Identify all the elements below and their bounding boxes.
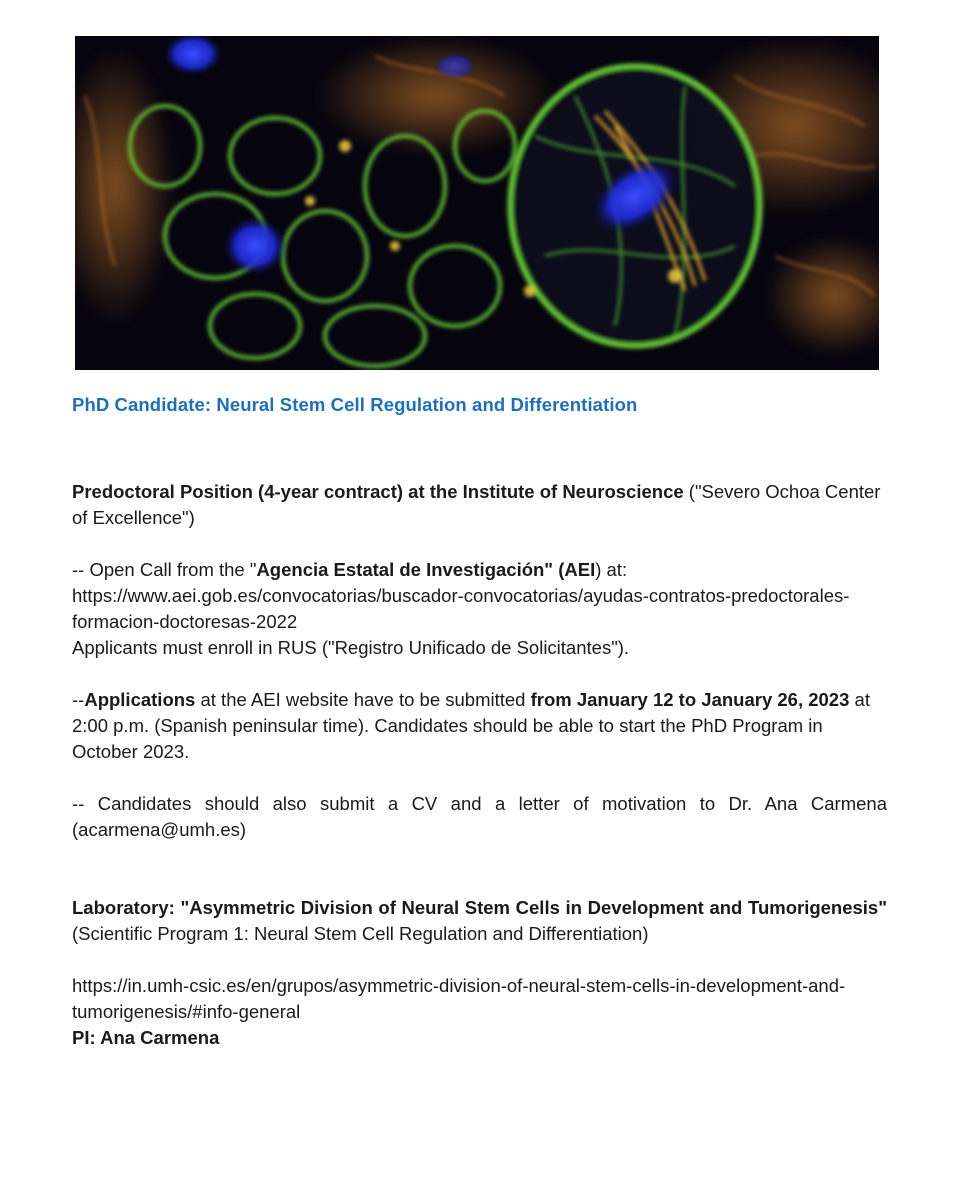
open-call-suffix: ) at: [595,559,628,580]
laboratory-title: Laboratory: "Asymmetric Division of Neural Stem Cells in Development and Tumorigenesis" [72,897,887,918]
lab-url-link[interactable]: https://in.umh-csic.es/en/grupos/asymmetric-division-of-neural-stem-cells-in-development-and-tumorigenesis/#info-general [72,975,846,1022]
open-call-paragraph [72,557,887,661]
position-institute: ("Severo Ochoa Center of Excellence") [72,481,881,528]
applications-paragraph [72,687,887,765]
aei-url-link[interactable]: https://www.aei.gob.es/convocatorias/buscador-convocatorias/ayudas-contratos-predoctorales-formacion-doctoresas-2022 [72,585,850,632]
open-call-prefix: -- Open Call from the " [72,559,257,580]
agency-name: Agencia Estatal de Investigación" (AEI [256,559,596,580]
page-title: PhD Candidate: Neural Stem Cell Regulation and Differentiation [72,394,638,415]
laboratory-paragraph [72,895,887,947]
scientific-program: (Scientific Program 1: Neural Stem Cell Regulation and Differentiation) [72,923,649,944]
pi-name: PI: Ana Carmena [72,1027,220,1048]
fluorescence-micrograph [75,36,879,370]
cv-note: -- Candidates should also submit a CV and a letter of motivation to Dr. Ana Carmena (acarmena@umh.es) [72,793,887,840]
posting-body [72,479,887,1051]
applications-mid: at the AEI website have to be submitted [195,689,531,710]
position-title: Predoctoral Position (4-year contract) at the Institute of Neuroscience [72,481,684,502]
rus-enroll-text: Applicants must enroll in RUS ("Registro Unificado de Solicitantes"). [72,637,630,658]
hero-image [75,36,879,370]
application-dates: from January 12 to January 26, 2023 [530,689,850,710]
applications-rest: at 2:00 p.m. (Spanish peninsular time). Candidates should be able to start the PhD Program in October 2023. [72,689,870,762]
applications-label: Applications [84,689,196,710]
applications-prefix: -- [72,689,85,710]
position-paragraph [72,479,887,531]
principal-investigator [72,1025,887,1051]
